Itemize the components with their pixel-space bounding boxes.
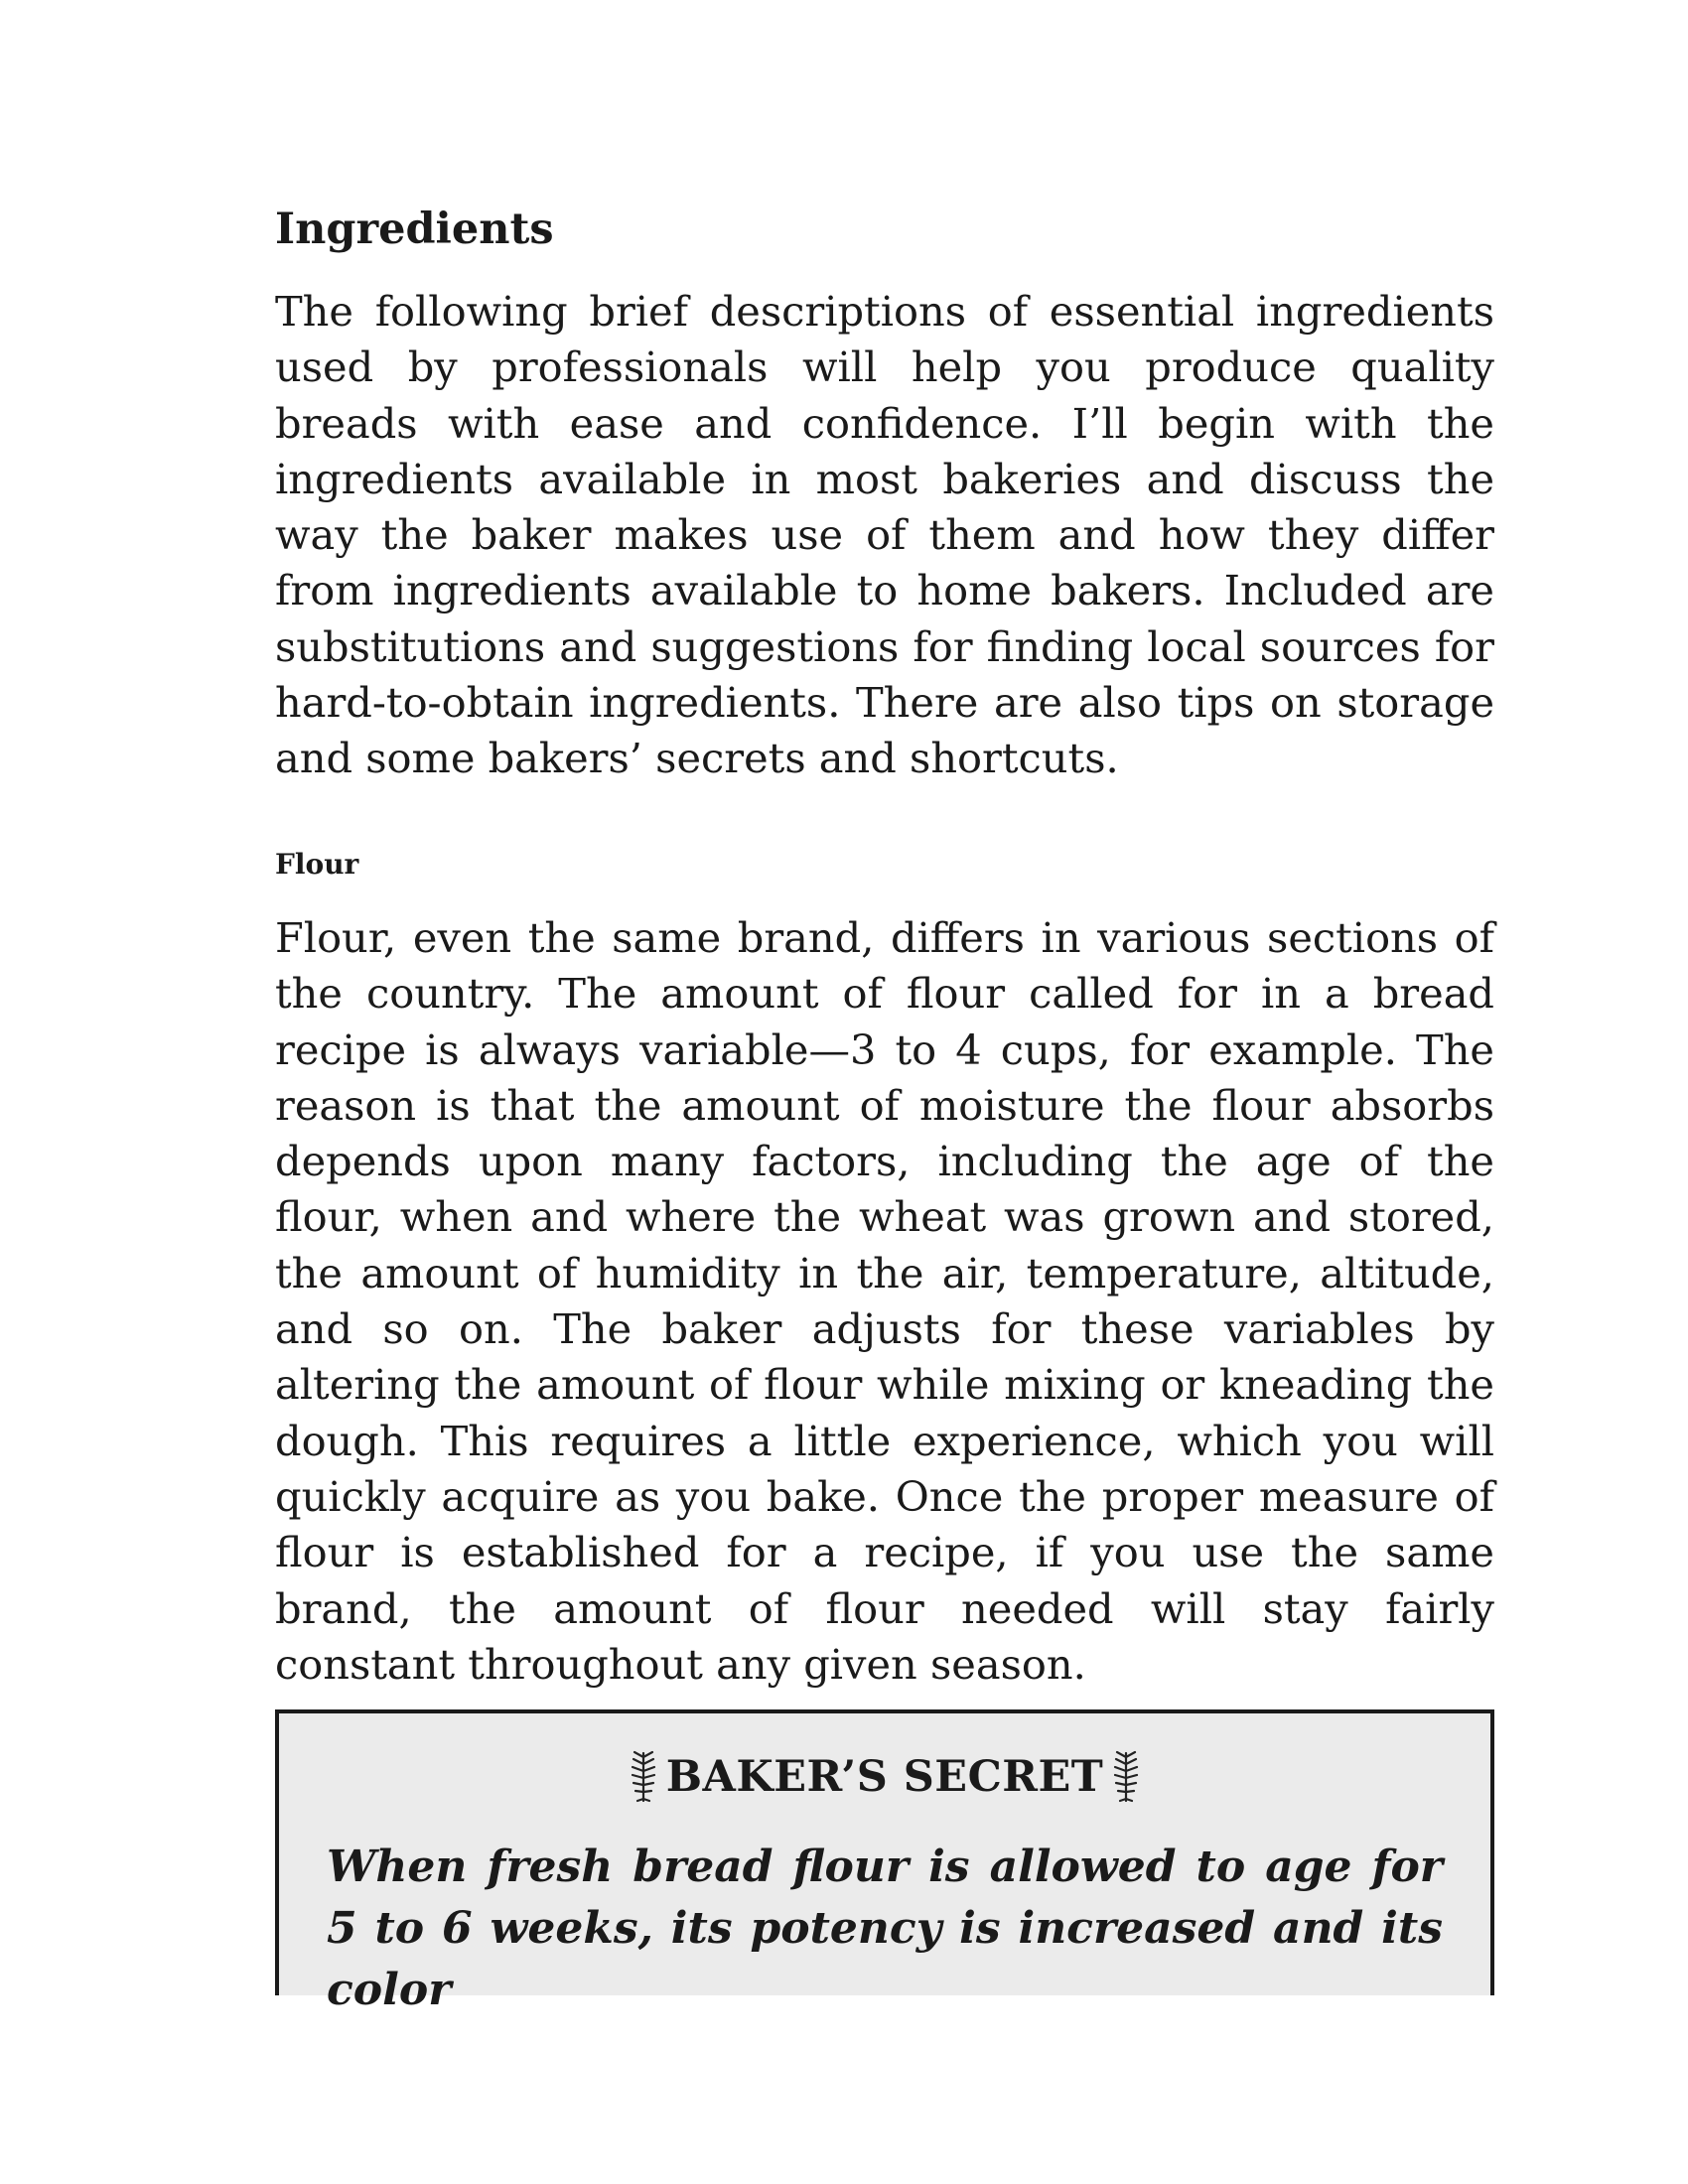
bakers-secret-box bbox=[275, 1709, 1494, 2015]
bakers-secret-text: When fresh bread flour is allowed to age for 5 to 6 weeks, its potency is increased and its color bbox=[327, 1842, 1443, 2015]
flour-paragraph: Flour, even the same brand, differs in various sections of the country. The amount of flour called for in a bread recipe is always variable—3 to 4 cups, for example. The reason is that the amount of moisture the flour absorbs depends upon many factors, including the age of the flour, when and where the wheat was grown and stored, the amount of humidity in the air, temperature, altitude, and so on. The baker adjusts for these variables by altering the amount of flour while mixing or kneading the dough. This requires a little experience, which you will quickly acquire as you bake. Once the proper measure of flour is established for a recipe, if you use the same brand, the amount of flour needed will stay fairly constant throughout any given season. bbox=[275, 913, 1494, 1689]
wheat-ornament-left-icon bbox=[629, 1747, 658, 1807]
flour-subheading: Flour bbox=[275, 848, 359, 881]
bakers-secret-title bbox=[279, 1747, 1490, 1807]
bakers-secret-title-text: BAKER’S SECRET bbox=[665, 1752, 1104, 1802]
wheat-ornament-right-icon bbox=[1111, 1747, 1141, 1807]
intro-paragraph: The following brief descriptions of essential ingredients used by professionals will help you produce quality breads with ease and confidence. I’ll begin with the ingredients available in most bakeries and discuss the way the baker makes use of them and how they differ from ingredients available to home bakers. Included are substitutions and suggestions for finding local sources for hard-to-obtain ingredients. There are also tips on storage and some bakers’ secrets and shortcuts. bbox=[275, 287, 1494, 783]
section-heading: Ingredients bbox=[275, 205, 554, 254]
